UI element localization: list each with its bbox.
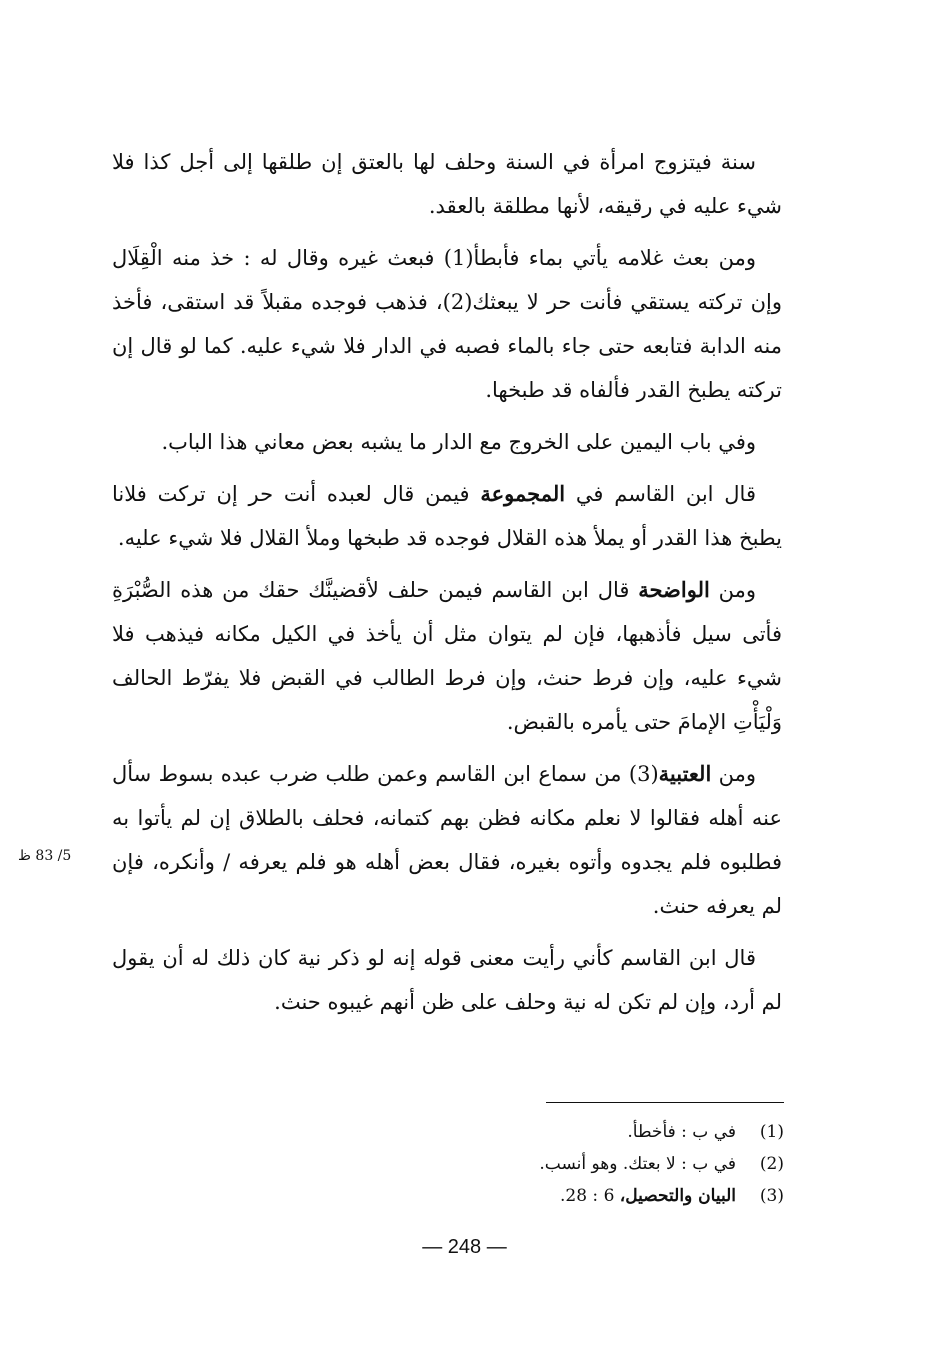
footnote-divider (546, 1102, 784, 1103)
paragraph: ومن بعث غلامه يأتي بماء فأبطأ(1) فبعث غيره وقال له : خذ منه الْقِلَال وإن تركته يستقي فأنت حر لا يبعثك(2)، فذهب فوجده مقبلاً قد استقى، فأخذ منه الدابة فتابعه حتى جاء بالماء فصبه في الدار فلا شيء عليه. كما لو قال إن تركته يطبخ القدر فألفاه قد طبخها. (112, 246, 782, 402)
footnote (300, 1116, 784, 1148)
footnote (300, 1148, 784, 1180)
paragraph-text: (3) من سماع ابن القاسم وعمن طلب ضرب عبده بسوط سأل عنه أهله فقالوا لا نعلم مكانه فظن بهم كتمانه، فحلف بالطلاق إن لم يأتوا به فطلبوه فلم يجدوه وأتوه بغيره، فقال بعض أهله هو فلم يعرفه / وأنكره، فإن لم يعرفه حنث. (112, 762, 782, 918)
book-title: العتبية (658, 761, 712, 786)
paragraph: قال ابن القاسم كأني رأيت معنى قوله إنه لو ذكر نية كان ذلك له أن يقول لم أرد، وإن لم تكن له نية وحلف على ظن أنهم غيبوه حنث. (112, 946, 782, 1014)
footnote-reference: 6 : 28. (559, 1186, 620, 1206)
paragraph: سنة فيتزوج امرأة في السنة وحلف لها بالعتق إن طلقها إلى أجل كذا فلا شيء عليه في رقيقه، لأنها مطلقة بالعقد. (112, 150, 782, 218)
body-text (112, 140, 782, 1032)
page-number: — 248 — (422, 1236, 507, 1258)
paragraph: وفي باب اليمين على الخروج مع الدار ما يشبه بعض معاني هذا الباب. (161, 430, 756, 454)
footnote-text: في ب : فأخطأ. (627, 1122, 736, 1142)
paragraph (112, 472, 782, 560)
footnote-book-title: البيان والتحصيل، (619, 1186, 736, 1206)
footnote-number: (2) (759, 1154, 784, 1174)
paragraph-text: ومن (709, 578, 756, 602)
paragraph (112, 752, 782, 928)
paragraph (112, 568, 782, 744)
footnote-text (560, 1180, 736, 1212)
book-title: الواضحة (638, 577, 710, 602)
paragraph-text: فيمن قال لعبده أنت حر إن تركت فلانا يطبخ هذا القدر أو يملأ هذه القلال فوجده قد طبخها وملأ القلال فلا شيء عليه. (112, 482, 782, 550)
paragraph-text: قال ابن القاسم فيمن حلف لأقضينَّك حقك من هذه الصُّبْرَةِ فأتى سيل فأذهبها، فإن لم يتوان مثل أن يأخذ في الكيل مكانه فيذهب فلا شيء عليه، وإن فرط حنث، وإن فرط الطالب في القبض فلا يفرّط الحالف وَلْيَأْتِ الإمامَ حتى يأمره بالقبض. (112, 578, 782, 734)
paragraph-text: قال ابن القاسم في (565, 482, 756, 506)
manuscript-folio-note: 5/ 83 ظ (18, 848, 72, 864)
footnote-number: (1) (759, 1122, 784, 1142)
footnote (300, 1180, 784, 1212)
footnote-number: (3) (759, 1186, 784, 1206)
paragraph-text: ومن (711, 762, 756, 786)
footnotes (300, 1116, 784, 1212)
footnote-text: في ب : لا بعتك. وهو أنسب. (539, 1154, 736, 1174)
book-title: المجموعة (480, 481, 566, 506)
